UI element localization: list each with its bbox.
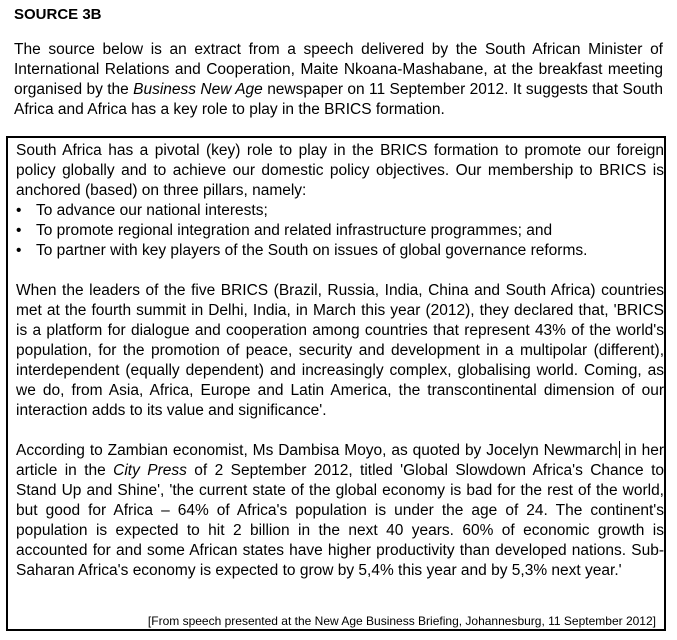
newspaper-name: Business New Age (133, 81, 263, 98)
paragraph-3-middle: in her article in the (16, 442, 664, 479)
bullet-icon: • (16, 222, 22, 239)
bullet-icon: • (16, 242, 22, 259)
publication-name: City Press (113, 462, 187, 479)
pillar-text: To advance our national interests; (36, 202, 268, 219)
source-citation: [From speech presented at the New Age Business Briefing, Johannesburg, 11 September 2012] (147, 614, 656, 628)
source-introduction (14, 40, 663, 120)
paragraph-spacer (16, 261, 664, 281)
paragraph-3-start: According to Zambian economist, Ms Dambisa Moyo, as quoted by Jocelyn Newmarch (16, 442, 618, 459)
pillars-list (16, 201, 664, 261)
extract-paragraph-2: When the leaders of the five BRICS (Brazil, Russia, India, China and South Africa) countries met at the fourth summit in Delhi, India, in March this year (2012), they declared that, 'BRICS is a platform for dialogue and cooperation among countries that represent 43% of the world's population, for the promotion of peace, security and development in a multipolar (different), interdependent (equally dependent) and increasingly complex, globalising world. Coming, as we do, from Asia, Africa, Europe and Latin America, the transcontinental dimension of our interaction adds to its value and significance'. (16, 282, 664, 419)
pillar-item (16, 241, 664, 261)
source-extract-box (6, 136, 666, 631)
extract-content (16, 141, 664, 581)
source-title: SOURCE 3B (14, 6, 102, 23)
pillar-item (16, 221, 664, 241)
paragraph-3-end: of 2 September 2012, titled 'Global Slowdown Africa's Chance to Stand Up and Shine', 'the current state of the global economy is bad for the rest of the world, but good for Africa – 64% of Africa's population is under the age of 24. The continent's population is expected to hit 2 billion in the next 40 years. 60% of economic growth is accounted for and some African states have higher productivity than developed nations. Sub-Saharan Africa's economy is expected to grow by 5,4% this year and by 5,3% next year.' (16, 462, 664, 579)
intro-text-end: newspaper on 11 September 2012. It suggests that South Africa and Africa has a key role to play in the BRICS formation. (14, 81, 663, 118)
extract-paragraph-3 (16, 441, 664, 581)
pillar-item (16, 201, 664, 221)
pillar-text: To partner with key players of the South on issues of global governance reforms. (36, 242, 588, 259)
paragraph-spacer (16, 421, 664, 441)
extract-paragraph-1: South Africa has a pivotal (key) role to play in the BRICS formation to promote our foreign policy globally and to achieve our domestic policy objectives. Our membership to BRICS is anchored (based) on three pillars, namely: (16, 142, 664, 199)
intro-text-start: The source below is an extract from a speech delivered by the South African Minister of International Relations and Cooperation, Maite Nkoana-Mashabane, at the breakfast meeting organised by the (14, 41, 663, 98)
bullet-icon: • (16, 202, 22, 219)
pillar-text: To promote regional integration and related infrastructure programmes; and (36, 222, 553, 239)
